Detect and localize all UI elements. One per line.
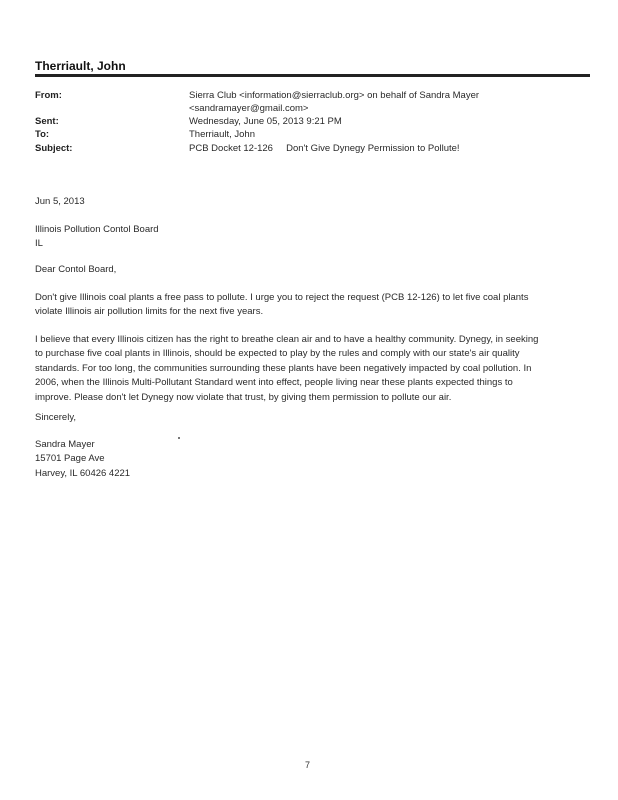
sender-name: Therriault, John xyxy=(35,59,126,73)
page-number: 7 xyxy=(305,760,311,770)
signature-block xyxy=(35,438,590,481)
header-divider xyxy=(35,74,590,77)
recipient-line: IL xyxy=(35,238,43,250)
recipient-line: Illinois Pollution Contol Board xyxy=(35,224,159,235)
closing: Sincerely, xyxy=(35,412,77,423)
paragraph-line: violate Illinois air pollution limits for the next five years. xyxy=(35,306,264,318)
from-value-email: <sandramayer@gmail.com> xyxy=(189,103,309,114)
paragraph-line: standards. For too long, the communities surrounding these plants have been negatively impacted by coal pollution. In xyxy=(35,362,532,374)
recipient-block xyxy=(35,223,590,252)
paragraph-line: improve. Please don't let Dynegy now violate that trust, by giving them permission to pollute our air. xyxy=(35,391,452,403)
to-value: Therriault, John xyxy=(189,129,256,140)
sent-label: Sent: xyxy=(35,116,59,127)
subject-value: PCB Docket 12-126 Don't Give Dynegy Permission to Pollute! xyxy=(189,143,460,154)
paragraph-2 xyxy=(35,333,590,405)
sent-value: Wednesday, June 05, 2013 9:21 PM xyxy=(189,116,342,127)
paragraph-line: Don't give Illinois coal plants a free pass to pollute. I urge you to reject the request (PCB 12-126) to let five coal plants xyxy=(35,292,529,303)
paragraph-1 xyxy=(35,291,590,320)
letter-date: Jun 5, 2013 xyxy=(35,196,85,207)
address-line: 15701 Page Ave xyxy=(35,453,105,465)
paragraph-line: 2006, when the Illinois Multi-Pollutant Standard went into effect, people living near these plants expected things to xyxy=(35,377,513,389)
to-label: To: xyxy=(35,129,50,140)
address-line: Harvey, IL 60426 4221 xyxy=(35,467,131,479)
paragraph-line: I believe that every Illinois citizen has the right to breathe clean air and to have a healthy community. Dynegy, in seeking xyxy=(35,334,539,345)
salutation: Dear Contol Board, xyxy=(35,264,117,275)
signature-name: Sandra Mayer xyxy=(35,439,95,450)
subject-label: Subject: xyxy=(35,143,73,154)
paragraph-line: to purchase five coal plants in Illinois, should be expected to play by the rules and comply with our state's air quality xyxy=(35,348,520,360)
from-label: From: xyxy=(35,90,62,101)
from-value: Sierra Club <information@sierraclub.org> on behalf of Sandra Mayer xyxy=(189,90,480,101)
